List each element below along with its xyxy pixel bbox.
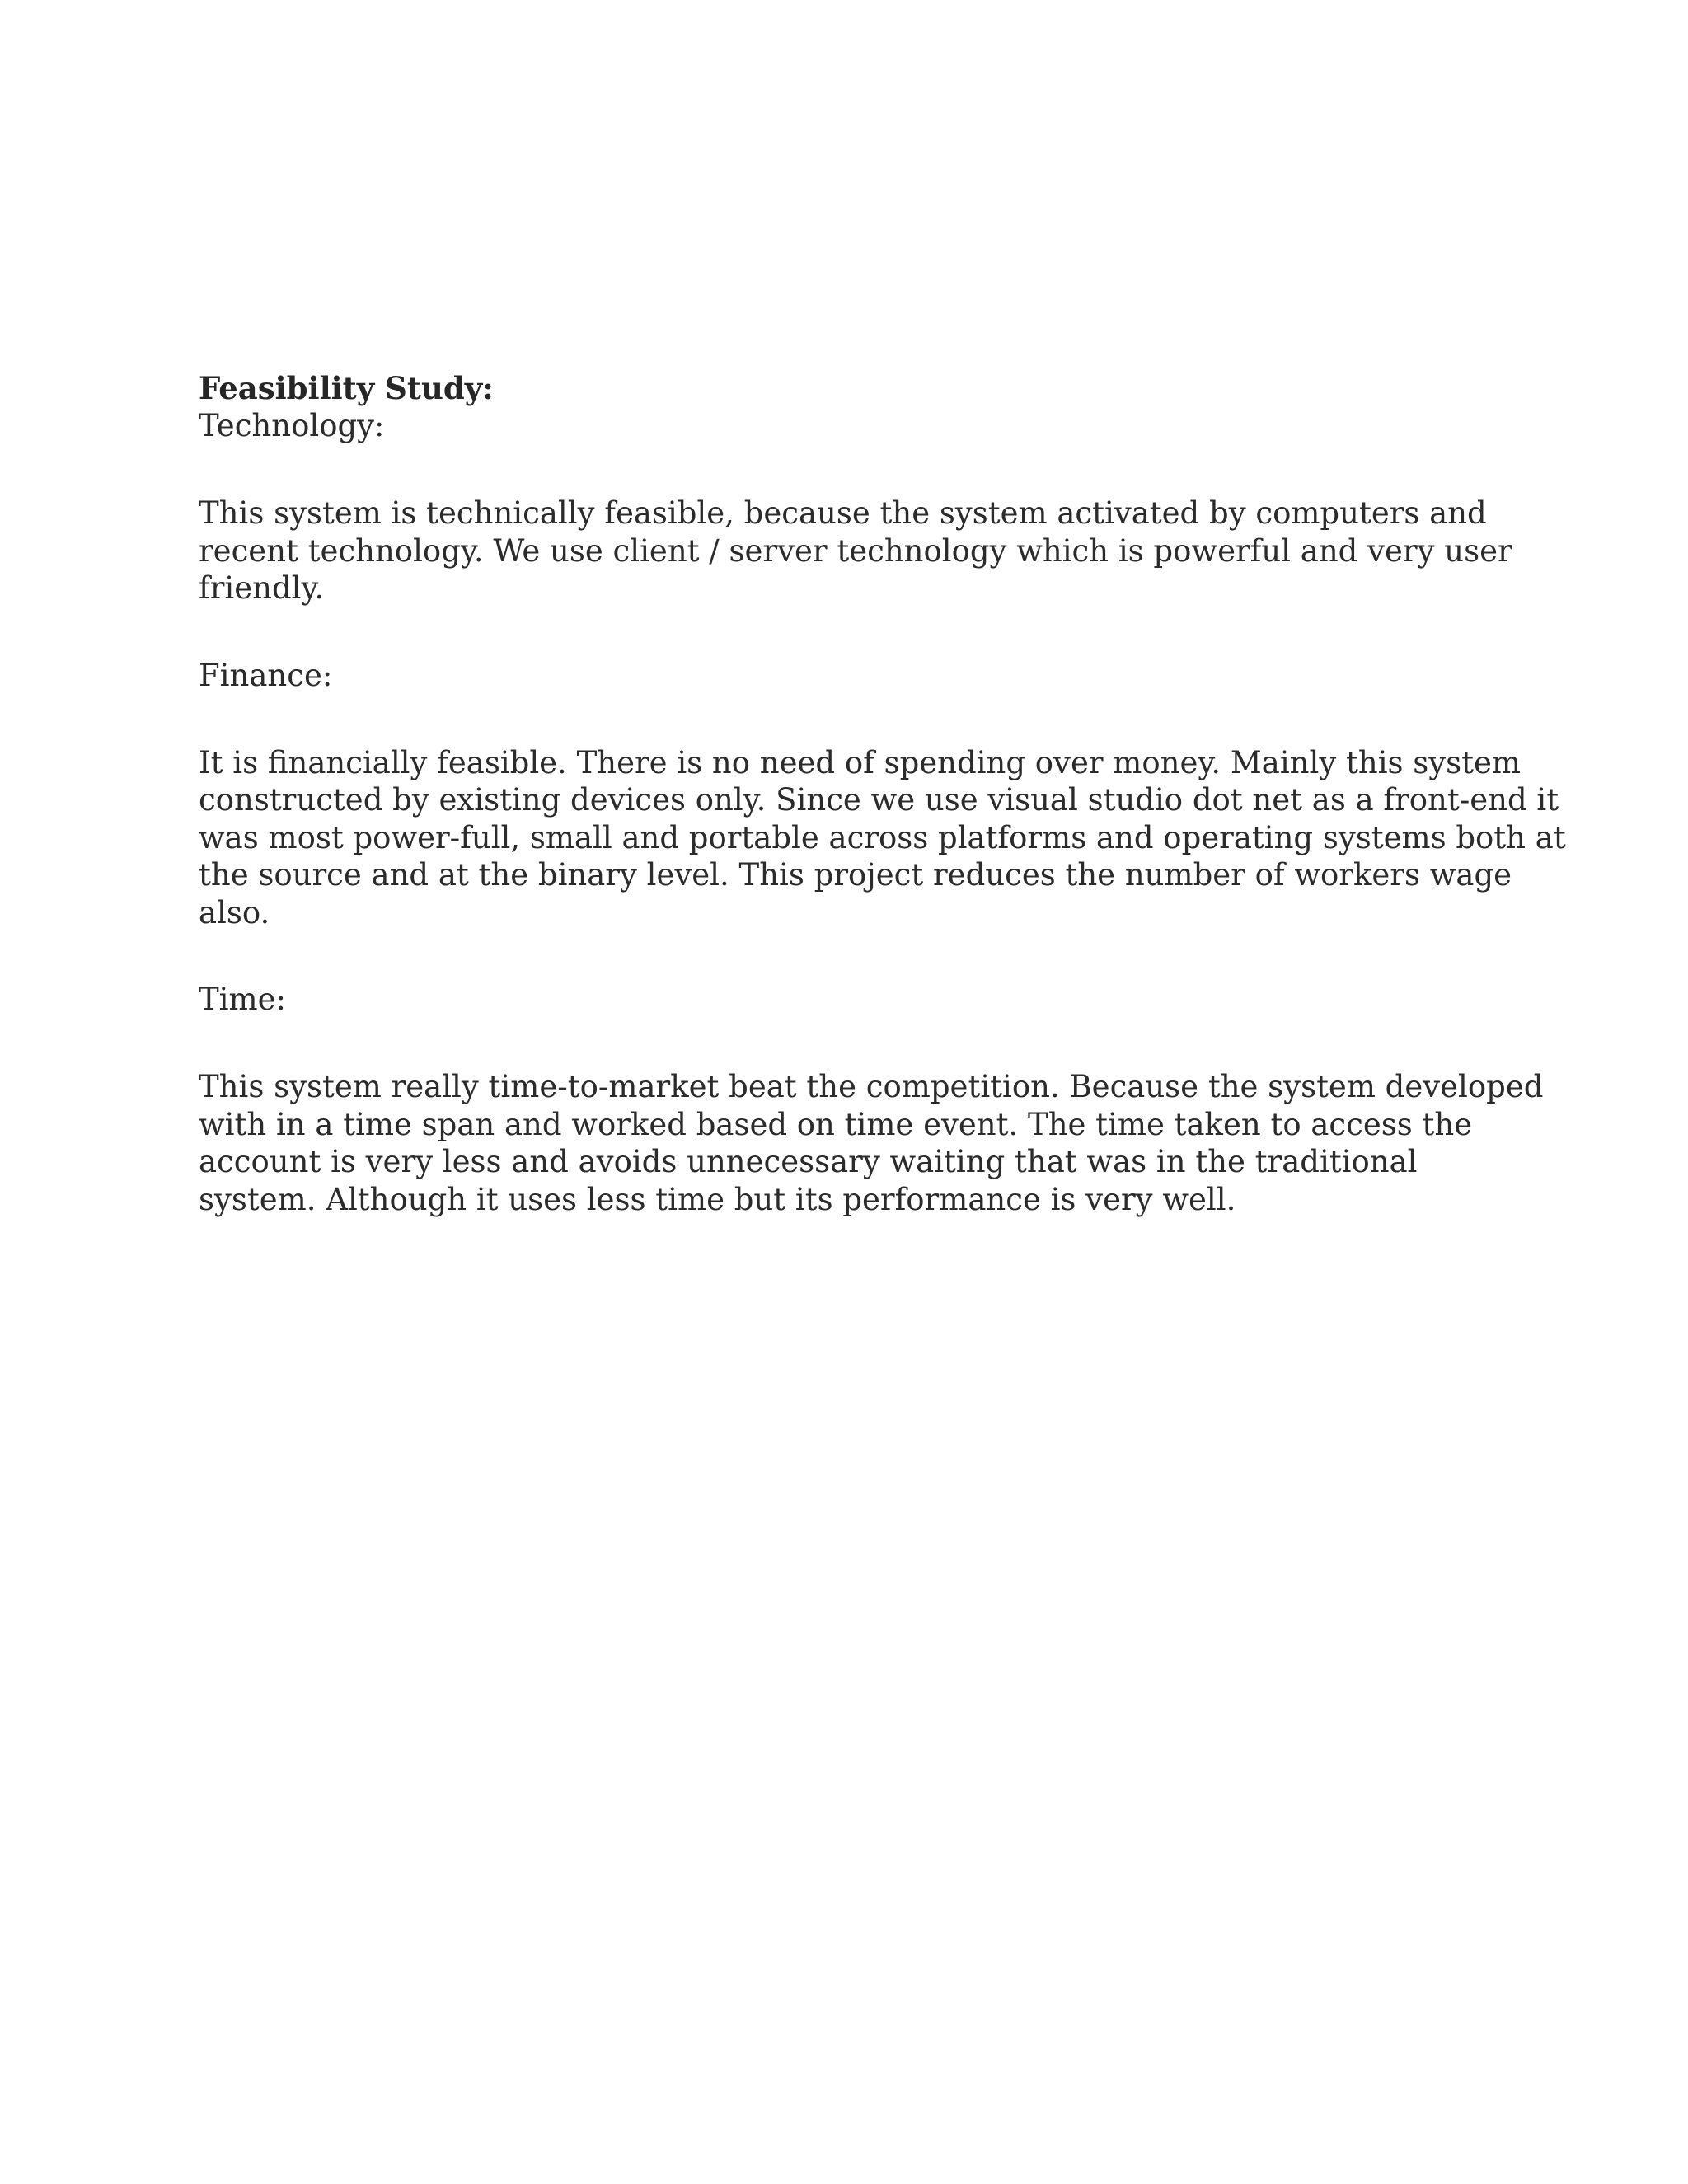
paragraph-finance — [199, 744, 1566, 932]
paragraph-line: account is very less and avoids unnecessary waiting that was in the traditional — [199, 1144, 1418, 1179]
paragraph-line: also. — [199, 894, 270, 930]
paragraph-line: system. Although it uses less time but its performance is very well. — [199, 1181, 1236, 1217]
paragraph-time — [199, 1068, 1544, 1218]
paragraph-line: This system really time-to-market beat the competition. Because the system developed — [199, 1069, 1544, 1104]
paragraph-line: was most power-full, small and portable across platforms and operating systems both at — [199, 819, 1566, 855]
section-heading-technology: Technology: — [199, 408, 385, 443]
document-title: Feasibility Study: — [199, 370, 494, 406]
paragraph-line: recent technology. We use client / server technology which is powerful and very user — [199, 532, 1512, 569]
document-page — [199, 369, 1566, 1218]
paragraph-line: the source and at the binary level. This project reduces the number of workers wage — [199, 857, 1512, 893]
section-heading-finance: Finance: — [199, 657, 333, 693]
paragraph-technology — [199, 494, 1512, 607]
paragraph-line: constructed by existing devices only. Since we use visual studio dot net as a front-end it — [199, 782, 1559, 818]
paragraph-line: This system is technically feasible, because the system activated by computers and — [199, 495, 1487, 531]
section-heading-time: Time: — [199, 982, 286, 1017]
paragraph-line: friendly. — [199, 570, 325, 606]
paragraph-line: It is financially feasible. There is no need of spending over money. Mainly this system — [199, 744, 1522, 780]
paragraph-line: with in a time span and worked based on time event. The time taken to access the — [199, 1106, 1473, 1142]
